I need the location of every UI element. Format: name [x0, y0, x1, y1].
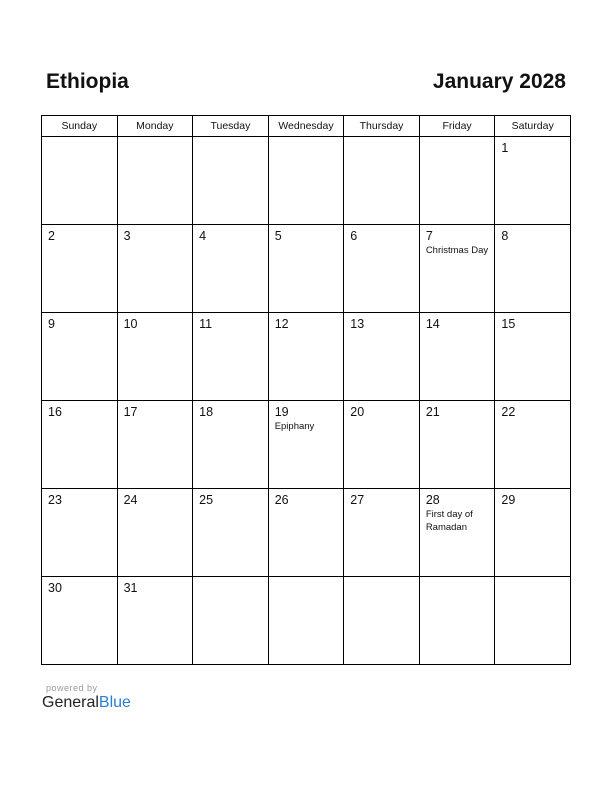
day-number: 17: [123, 405, 138, 419]
day-cell: [268, 137, 344, 225]
holiday-label: Christmas Day: [425, 245, 489, 256]
day-number: 14: [425, 317, 440, 331]
day-number: 22: [501, 405, 516, 419]
day-cell: [268, 577, 344, 665]
day-cell: [268, 225, 344, 313]
day-number: 6: [350, 229, 358, 243]
day-cell: [193, 137, 269, 225]
day-number: 20: [350, 405, 365, 419]
day-number: 15: [501, 317, 516, 331]
day-cell: [495, 401, 571, 489]
day-cell: [117, 401, 193, 489]
day-cell: [117, 137, 193, 225]
day-number: 31: [123, 581, 138, 595]
holiday-label: First day of Ramadan: [425, 509, 473, 533]
day-number: 28: [425, 493, 440, 507]
day-number: 7: [425, 229, 433, 243]
country-title: Ethiopia: [46, 70, 129, 93]
weekday-saturday: Saturday: [495, 116, 571, 137]
day-number: 3: [123, 229, 131, 243]
day-number: 1: [501, 141, 509, 155]
weekday-wednesday: Wednesday: [268, 116, 344, 137]
day-cell: [344, 225, 420, 313]
week-row: [42, 489, 571, 577]
day-cell: [42, 313, 118, 401]
weekday-sunday: Sunday: [42, 116, 118, 137]
day-cell: [344, 489, 420, 577]
day-cell: [495, 225, 571, 313]
day-cell: [193, 489, 269, 577]
day-number: 11: [199, 317, 213, 331]
day-cell: [42, 225, 118, 313]
day-number: 25: [199, 493, 214, 507]
day-cell: [42, 137, 118, 225]
day-cell: [268, 489, 344, 577]
day-number: 23: [48, 493, 62, 507]
day-cell: [495, 489, 571, 577]
day-cell: [344, 401, 420, 489]
week-row: [42, 577, 571, 665]
day-number: 30: [48, 581, 62, 595]
day-number: 2: [48, 229, 55, 243]
logo-blue-text: Blue: [98, 694, 131, 711]
day-cell: [344, 313, 420, 401]
day-cell: [42, 401, 118, 489]
day-number: 13: [350, 317, 365, 331]
day-cell: [42, 577, 118, 665]
day-cell: [419, 401, 495, 489]
holiday-label: Epiphany: [274, 421, 315, 432]
day-cell: [117, 489, 193, 577]
day-cell: [495, 577, 571, 665]
weekday-tuesday: Tuesday: [193, 116, 269, 137]
day-cell: [344, 137, 420, 225]
calendar-grid: [41, 115, 571, 665]
day-number: 26: [274, 493, 289, 507]
day-cell: [42, 489, 118, 577]
day-cell: [419, 313, 495, 401]
day-cell: [117, 577, 193, 665]
powered-by-text: powered by: [46, 683, 98, 693]
week-row: [42, 313, 571, 401]
month-title: January 2028: [432, 70, 566, 93]
week-row: [42, 137, 571, 225]
day-number: 21: [425, 405, 440, 419]
day-number: 27: [350, 493, 365, 507]
day-cell: [117, 225, 193, 313]
day-cell: [419, 137, 495, 225]
weekday-header-row: [42, 116, 571, 137]
day-number: 5: [274, 229, 282, 243]
week-row: [42, 225, 571, 313]
day-number: 16: [48, 405, 62, 419]
day-cell: [193, 577, 269, 665]
weekday-friday: Friday: [419, 116, 495, 137]
week-row: [42, 401, 571, 489]
day-number: 4: [199, 229, 207, 243]
day-cell: [419, 489, 495, 577]
day-number: 8: [501, 229, 509, 243]
day-cell: [495, 137, 571, 225]
day-number: 12: [274, 317, 289, 331]
day-cell: [495, 313, 571, 401]
calendar-body: [42, 137, 571, 665]
weekday-monday: Monday: [117, 116, 193, 137]
day-number: 9: [48, 317, 55, 331]
day-cell: [268, 313, 344, 401]
day-number: 29: [501, 493, 516, 507]
day-cell: [193, 225, 269, 313]
day-number: 24: [123, 493, 138, 507]
day-number: 19: [274, 405, 289, 419]
day-number: 18: [199, 405, 214, 419]
weekday-thursday: Thursday: [344, 116, 420, 137]
day-cell: [193, 313, 269, 401]
day-number: 10: [123, 317, 138, 331]
day-cell: [344, 577, 420, 665]
day-cell: [419, 577, 495, 665]
day-cell: [268, 401, 344, 489]
day-cell: [419, 225, 495, 313]
day-cell: [193, 401, 269, 489]
day-cell: [117, 313, 193, 401]
generalblue-logo[interactable]: [42, 694, 131, 712]
logo-general-text: General: [42, 694, 99, 711]
